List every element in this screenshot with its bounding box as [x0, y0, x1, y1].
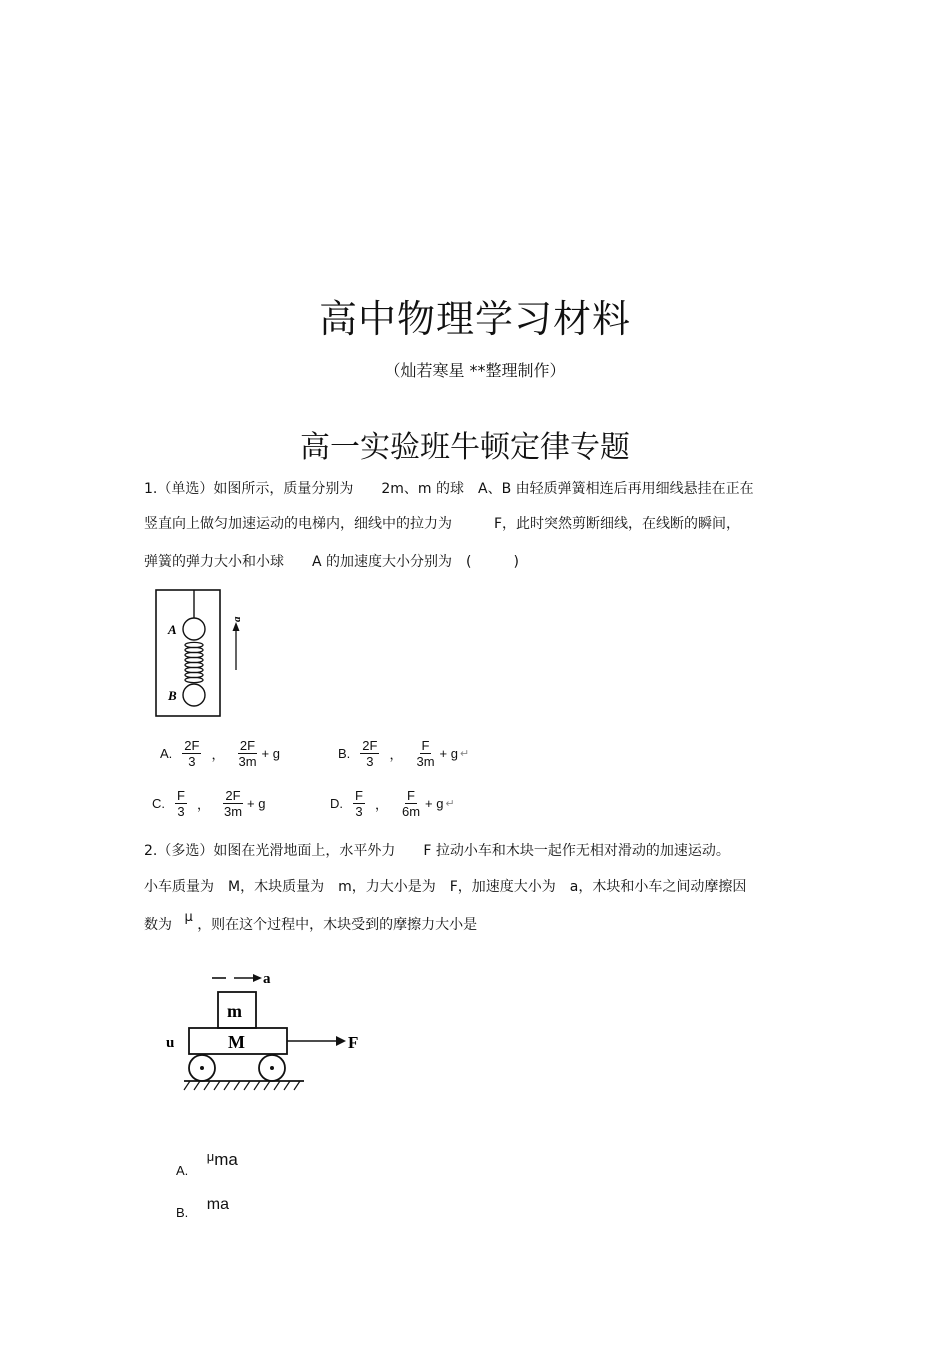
fraction: $\frac{2F}{3}$ [362, 738, 378, 769]
mu-symbol: μ [184, 910, 193, 925]
q1-option-d[interactable]: D. $\frac{F}{3}$ ， $\frac{F}{6m}$ + g ↵ [330, 788, 455, 819]
label-a: A [168, 622, 177, 637]
q2-answer-b[interactable]: $_{B.}$ ma [176, 1196, 229, 1220]
return-mark-icon: ↵ [459, 748, 470, 760]
fraction: $\frac{F}{3}$ [177, 788, 185, 819]
ball-b [183, 684, 205, 706]
label-cap-m: M [228, 1032, 245, 1052]
label-a: a [263, 971, 271, 987]
ground-hatch [184, 1081, 300, 1090]
page-subtitle: （灿若寒星 **整理制作） [384, 361, 566, 380]
page-title: 高中物理学习材料 [318, 297, 631, 341]
q1-option-a[interactable]: A. $\frac{2F}{3}$ ， $\frac{2F}{3m}$ + g [160, 738, 280, 769]
section-title: 高一实验班牛顿定律专题 [300, 430, 630, 465]
fraction: $\frac{2F}{3m}$ [238, 738, 257, 769]
q2-answer-a[interactable]: $_{A.}$ $^\mu$ma [176, 1149, 238, 1178]
return-mark-icon: ↵ [445, 798, 455, 810]
q2-cart-figure [162, 964, 372, 1096]
fraction: $\frac{F}{3m}$ [416, 738, 435, 769]
label-u: u [166, 1035, 175, 1051]
fraction: $\frac{2F}{3m}$ [223, 788, 243, 819]
fraction: $\frac{F}{3}$ [355, 788, 363, 819]
arrow-head [233, 622, 240, 631]
q1-line-1: 1.（单选）如图所示，质量分别为 2m、m 的球 A、B 由轻质弹簧相连后再用细线悬挂在正在 [144, 481, 754, 497]
ball-a [183, 618, 205, 640]
label-b: B [168, 688, 177, 703]
q2-line-3: 数为 μ ，则在这个过程中，木块受到的摩擦力大小是 [144, 910, 478, 933]
q1-option-b[interactable]: B. $\frac{2F}{3}$ ， $\frac{F}{3m}$ + g ↵ [338, 738, 470, 769]
q1-line-3: 弹簧的弹力大小和小球 A 的加速度大小分别为 ( ) [144, 554, 519, 570]
q2-line-1: 2.（多选）如图在光滑地面上，水平外力 F 拉动小车和木块一起作无相对滑动的加速运动。 [144, 843, 730, 859]
q1-option-c[interactable]: C. $\frac{F}{3}$ ， $\frac{2F}{3m}$ + g [152, 788, 266, 819]
q2-line-2: 小车质量为 M，木块质量为 m，力大小是为 F，加速度大小为 a，木块和小车之间动摩擦因 [144, 879, 747, 895]
label-f: F [348, 1033, 359, 1052]
force-arrow-head [336, 1036, 346, 1046]
arrow-head [253, 974, 262, 982]
fraction: $\frac{F}{6m}$ [401, 788, 421, 819]
q1-line-2: 竖直向上做匀加速运动的电梯内，细线中的拉力为 F，此时突然剪断细线，在线断的瞬间， [144, 516, 741, 532]
mu-symbol: μ [206, 1149, 215, 1164]
spring [185, 642, 203, 682]
q1-elevator-figure [150, 586, 260, 722]
label-arrow: a [231, 616, 243, 622]
label-m: m [227, 1001, 242, 1021]
fraction: $\frac{2F}{3}$ [184, 738, 200, 769]
